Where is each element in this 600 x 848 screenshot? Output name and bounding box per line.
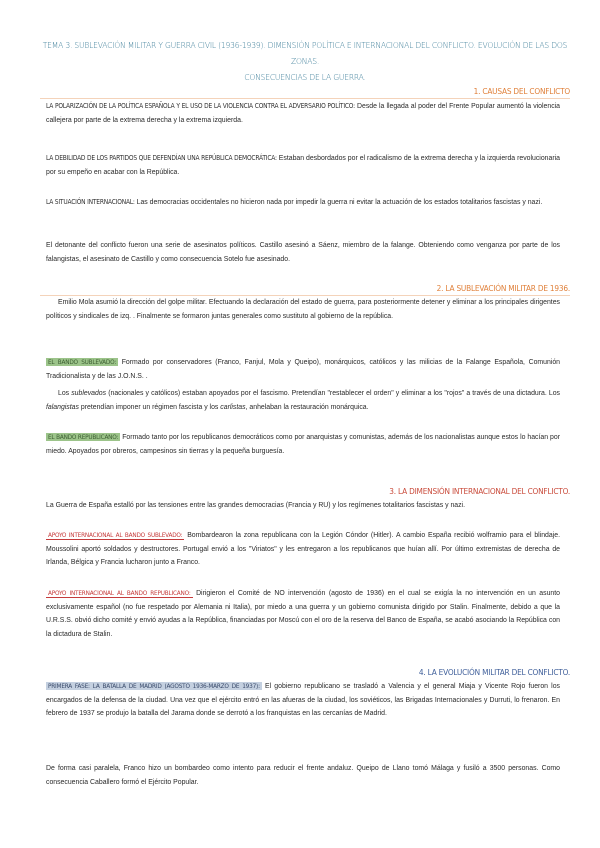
paragraph-bando-republicano xyxy=(46,431,560,458)
paragraph-sublevados xyxy=(46,387,560,414)
document-title xyxy=(40,38,570,86)
paragraph-frente-andaluz: De forma casi paralela, Franco hizo un bombardeo como intento para reducir el frente andaluz. Queipo de Llano tomó Málaga y fusiló a 3500 personas. Como consecuencia Caballero formó el Ejército Popular. xyxy=(46,765,560,786)
text-bando-sublevado: Formado por conservadores (Franco, Fanjul, Mola y Queipo), monárquicos, católicos y las milicias de la Falange Española, Comunión Tradicionalista y de las J.O.N.S. . xyxy=(46,359,560,380)
section-heading-evolucion-militar: 4. LA EVOLUCIÓN MILITAR DEL CONFLICTO. xyxy=(418,667,570,677)
text-bando-republicano: Formado tanto por los republicanos democráticos como por anarquistas y comunistas, además de los nacionalistas aunque estos lo hacían por miedo. Apoyados por obreros, campesinos sin tierras y la pequeña burguesía. xyxy=(46,434,560,455)
text-apoyo-sublevado: Bombardearon la zona republicana con la Legión Cóndor (Hitler). A cambio España recibió wolframio para el blindaje. Moussolini aportó soldados y destructores. Portugal envió a los "Viriatos" y les entregaron a los republicanos que huían allí. Por último extremistas de derecha de Irlanda, Bélgica y Francia lucharon junto a Franco. xyxy=(46,532,561,566)
tag-apoyo-sublevado: APOYO INTERNACIONAL AL BANDO SUBLEVADO: xyxy=(48,531,183,539)
label-debilidad: LA DEBILIDAD DE LOS PARTIDOS QUE DEFENDÍAN UNA REPÚBLICA DEMOCRÁTICA: xyxy=(46,154,277,162)
term-sublevados: sublevados xyxy=(71,390,107,397)
term-carlistas: carlistas xyxy=(220,403,246,411)
label-polarizacion: LA POLARIZACIÓN DE LA POLÍTICA ESPAÑOLA Y EL USO DE LA VIOLENCIA CONTRA EL ADVERSARIO POLÍTICO: xyxy=(46,102,355,110)
term-falangistas: falangistas xyxy=(46,403,79,411)
paragraph-apoyo-sublevado xyxy=(46,529,560,570)
text-situacion-internacional: Las democracias occidentales no hicieron nada por impedir la guerra ni evitar la actuación de los estados totalitarios fascistas y nazi. xyxy=(134,199,543,206)
tag-apoyo-republicano: APOYO INTERNACIONAL AL BANDO REPUBLICANO: xyxy=(48,589,191,597)
text-primera-fase: El gobierno republicano se trasladó a Valencia y el general Miaja y Vicente Rojo fueron los encargados de la defensa de la ciudad. Una vez que el ejército entró en las afueras de la ciudad, los soviéticos, las Brigadas Internacionales y Durruti, lo frenaron. En febrero de 1937 se produjo la batalla del Jarama donde se derrotó a los franquistas en las cercanías de Madrid. xyxy=(46,683,560,717)
tag-bando-sublevado: EL BANDO SUBLEVADO: xyxy=(48,358,117,366)
paragraph-mola: Emilio Mola asumió la dirección del golpe militar. Efectuando la declaración del estado de guerra, para posteriormente detener y eliminar a los principales dirigentes políticos y sindicales de izq. . Finalmente se formaron juntas generales como sustituto al gobierno de la república. xyxy=(46,299,560,320)
paragraph-debilidad xyxy=(46,152,560,179)
paragraph-detonante: El detonante del conflicto fueron una serie de asesinatos políticos. Castillo asesinó a Sáenz, miembro de la falange. Obteniendo como venganza por parte de los falangistas, el asesinato de Castillo y como consecuencia Sotelo fue asesinado. xyxy=(46,242,560,263)
section-heading-dimension-internacional: 3. LA DIMENSIÓN INTERNACIONAL DEL CONFLICTO. xyxy=(389,486,570,496)
text-fragment: Los xyxy=(58,390,72,397)
section-divider xyxy=(40,98,570,99)
paragraph-primera-fase xyxy=(46,680,560,721)
text-fragment: , anhelaban la restauración monárquica. xyxy=(245,403,369,411)
section-heading-causas: 1. CAUSAS DEL CONFLICTO xyxy=(473,86,570,96)
tag-bando-republicano: EL BANDO REPUBLICANO: xyxy=(48,433,119,441)
paragraph-apoyo-republicano xyxy=(46,587,560,641)
text-fragment: (nacionales y católicos) estaban apoyados por el fascismo. Pretendían "restablecer el orden" y eliminar a los "rojos" a través de una dictadura. Los xyxy=(106,390,560,397)
paragraph-guerra-espana: La Guerra de España estalló por las tensiones entre las grandes democracias (Francia y RU) y los regímenes totalitarios fascistas y nazi. xyxy=(46,502,465,509)
paragraph-bando-sublevado xyxy=(46,356,560,383)
paragraph-situacion-internacional xyxy=(46,196,560,210)
label-situacion-internacional: LA SITUACIÓN INTERNACIONAL: xyxy=(46,198,135,206)
paragraph-polarizacion xyxy=(46,100,560,127)
tag-primera-fase: PRIMERA FASE: LA BATALLA DE MADRID (AGOSTO 1936-MARZO DE 1937): xyxy=(48,682,260,690)
text-polarizacion: Desde la llegada al poder del Frente Popular aumentó la violencia callejera por parte de la extrema derecha y la extrema izquierda. xyxy=(46,103,561,124)
text-apoyo-republicano: Dirigieron el Comité de NO intervención (agosto de 1936) en el cual se exigía la no intervención en un asunto exclusivamente español (no fue respetado por Alemania ni Italia), por miedo a una guerra y un gobierno comunista dirigido por Stalin. Finalmente, debido a que la U.R.S.S. obvió dicho comité y envió ayudas a la República, financiadas por Moscú con el oro de la reserva del Banco de España, se acabó asociando la República con la dictadura de Stalin. xyxy=(46,590,560,638)
title-line-1: TEMA 3. SUBLEVACIÓN MILITAR Y GUERRA CIVIL (1936-1939). DIMENSIÓN POLÍTICA E INTERNACIONAL DEL CONFLICTO. EVOLUCIÓN DE LAS DOS ZONAS. xyxy=(42,41,568,66)
title-line-2: CONSECUENCIAS DE LA GUERRA. xyxy=(244,73,366,82)
text-fragment: pretendían imponer un régimen fascista y los xyxy=(78,403,221,411)
text-debilidad: Estaban desbordados por el radicalismo de la extrema derecha y la izquierda revolucionaria por su empeño en acabar con la República. xyxy=(46,155,560,176)
section-heading-sublevacion: 2. LA SUBLEVACIÓN MILITAR DE 1936. xyxy=(436,283,570,293)
